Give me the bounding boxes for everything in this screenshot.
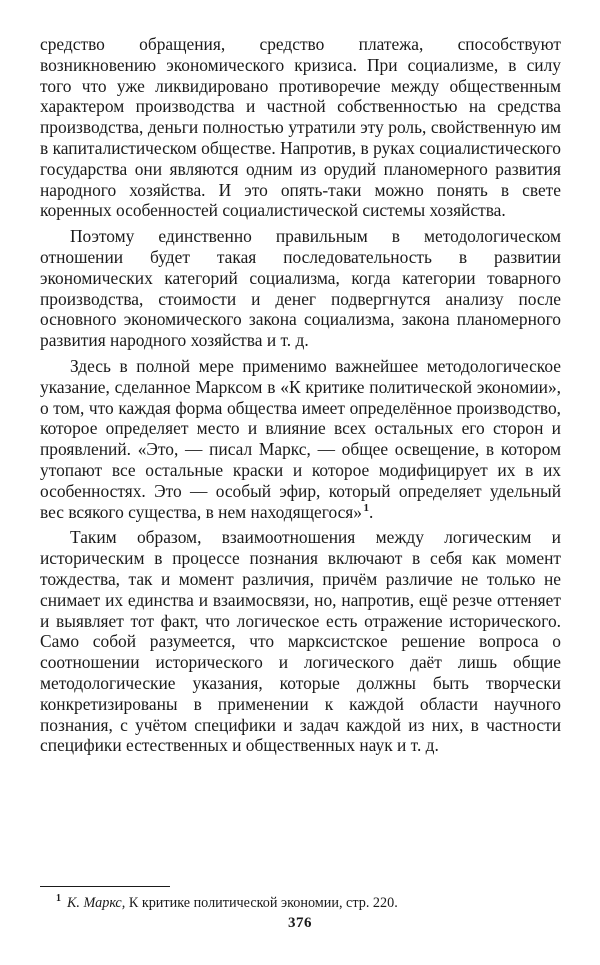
footnote-divider (40, 886, 170, 887)
footnote-number: 1 (56, 893, 61, 905)
paragraph-3-text: Здесь в полной мере применимо важнейшее методологическое указание, сделанное Марксом в «К критике политической экономии», о том, что каждая форма общества имеет определённое производство, которое определяет место и влияние всех остальных его сторон и проявлений. «Это, — писал Маркс, — общее освещение, в котором утопают все остальные краски и которое модифицирует их в их особенностях. Это — особый эфир, который определяет удельный вес всякого существа, в нем находящегося» (40, 355, 561, 522)
paragraph-1: средство обращения, средство платежа, способствуют возникновению экономического кризиса. При социализме, в силу того что уже ликвидировано противоречие между общественным характером производства и частной собственностью на средства производства, деньги полностью утратили эту роль, свойственную им в капиталистическом обществе. Напротив, в руках социалистического государства они являются одним из орудий планомерного развития народного хозяйства. И это опять-таки можно понять в свете коренных особенностей социалистической системы хозяйства. (40, 34, 561, 221)
page-number: 376 (288, 915, 312, 931)
footnote-text: К критике политической экономии, стр. 220. (128, 895, 398, 911)
paragraph-4: Таким образом, взаимоотношения между логическим и историческим в процессе познания включают в себя как момент тождества, так и момент различия, причём различие не только не снимает их единства и взаимосвязи, но, напротив, ещё резче оттеняет и выявляет тот факт, что логическое есть отражение исторического. Само собой разумеется, что марксистское решение вопроса о соотношении исторического и логического даёт лишь общие методологические указания, которые должны быть творчески конкретизированы в применении к каждой области научного познания, с учётом специфики и задач каждой из них, в частности специфики естественных и общественных наук и т. д. (40, 527, 561, 756)
paragraph-3: Здесь в полной мере применимо важнейшее методологическое указание, сделанное Марксом в «К критике политической экономии», о том, что каждая форма общества имеет определённое производство, которое определяет место и влияние всех остальных его сторон и проявлений. «Это, — писал Маркс, — общее освещение, в котором утопают все остальные краски и которое модифицирует их в их особенностях. Это — особый эфир, который определяет удельный вес всякого существа, в нем находящегося» $^1$. (40, 355, 561, 522)
footnote-reference[interactable]: 1 (363, 501, 369, 514)
footnote (40, 894, 561, 912)
footnote-author: К. Маркс, (67, 895, 126, 911)
page-body (40, 34, 561, 756)
paragraph-2: Поэтому единственно правильным в методологическом отношении будет такая последовательность в развитии экономических категорий социализма, когда категории товарного производства, стоимости и денег подвергнутся анализу после основного экономического закона социализма, закона планомерного развития народного хозяйства и т. д. (40, 226, 561, 351)
